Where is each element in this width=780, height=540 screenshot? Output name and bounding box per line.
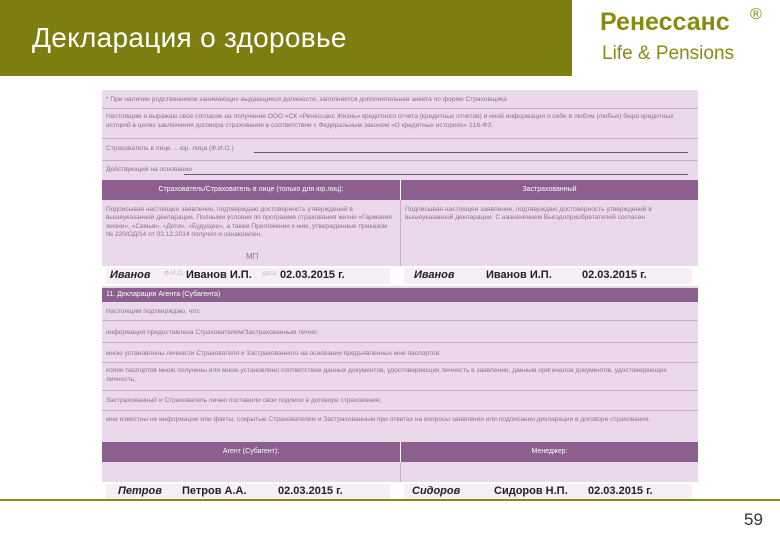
- divider: [102, 108, 698, 109]
- divider: [102, 320, 698, 321]
- insured-text: Подписывая настоящее заявление, подтверждаю достоверность утверждений в вышеуказанной декларации. С назначением Выгодоприобретателей согласен: [405, 206, 652, 222]
- divider: [102, 362, 698, 363]
- form-note: * При наличии родственников занимающих выдающиеся должности, заполняется дополнительная анкета по форме Страховщика: [106, 96, 507, 103]
- logo-subtitle: Life & Pensions: [602, 43, 735, 64]
- acting-basis-label: Действующий на основании: [106, 166, 192, 173]
- consent-text: Настоящим я выражаю свое согласие на получение ООО «СК «Ренессанс Жизнь» кредитного отчета (кредитных отчетов) и иной информации о себе в любом (любых) бюро кредитных историй в целях заключения договора страхования в соответствии с Федеральным законом «О кредитных историях» 218-ФЗ.: [106, 113, 674, 129]
- agent-row: информация предоставлена Страхователем/Застрахованным лично;: [106, 329, 319, 336]
- insured-header: Застрахованный: [522, 186, 577, 193]
- divider: [102, 160, 698, 161]
- manager-name: Сидоров Н.П.: [494, 485, 568, 497]
- logo-name: Ренессанс: [600, 8, 730, 36]
- divider: [102, 138, 698, 139]
- agent-header: Агент (Субагент):: [222, 448, 280, 455]
- divider: [102, 390, 698, 391]
- header: [0, 0, 780, 76]
- column-divider: [400, 462, 401, 482]
- sign-header-band: [102, 180, 698, 200]
- insurer-person-label: Страхователь в лице ... юр. лица (Ф.И.О.): [106, 145, 234, 152]
- insured-name: Иванов И.П.: [486, 269, 552, 281]
- agent-row: Настоящим подтверждаю, что:: [106, 308, 201, 315]
- insured-date: 02.03.2015 г.: [582, 269, 647, 281]
- insured-signature: Иванов: [414, 269, 455, 281]
- policyholder-signature: Иванов: [110, 269, 151, 281]
- page-title: Декларация о здоровье: [32, 22, 347, 53]
- footer-rule: [0, 499, 780, 501]
- date-hint: дата: [262, 270, 276, 277]
- acting-basis-line: [184, 174, 688, 175]
- divider: [102, 342, 698, 343]
- title-band: [0, 0, 572, 76]
- manager-header: Менеджер:: [531, 448, 568, 455]
- policyholder-text: Подписывая настоящее заявление, подтверждаю достоверность утверждений в вышеуказанной декларации. Полными условия по программе страхования жизни «Гармония жизни», «Семья», «Дети», «Будущее», а также Приложения к ним, утвержденные приказом № 220/ОД/14 от 03.12.2014 получил и ознакомлен.: [106, 206, 392, 239]
- signature-row-top: [102, 266, 698, 286]
- agent-header-band: [102, 442, 698, 462]
- agent-name: Петров А.А.: [182, 485, 247, 497]
- column-divider: [400, 200, 401, 266]
- policyholder-header: Страхователь/Страхователь в лице (только для юр.лиц):: [158, 186, 344, 193]
- agent-row: Застрахованный и Страхователь лично поставили свои подписи в договоре страхования;: [106, 397, 381, 404]
- agent-section-title: 11. Декларация Агента (Субагента): [102, 288, 698, 302]
- manager-date: 02.03.2015 г.: [588, 485, 653, 497]
- name-hint: Ф.И.О.: [164, 270, 185, 277]
- policyholder-date: 02.03.2015 г.: [280, 269, 345, 281]
- agent-row: мною установлены личности Страхователя и Застрахованного на основании предъявленных мне паспортов;: [106, 350, 441, 357]
- divider: [102, 410, 698, 411]
- seal-placeholder: МП: [246, 252, 259, 261]
- registered-mark: ®: [750, 6, 762, 23]
- page-number: 59: [744, 510, 763, 529]
- agent-date: 02.03.2015 г.: [278, 485, 343, 497]
- declaration-form: [102, 90, 698, 500]
- insurer-person-line: [254, 152, 688, 153]
- policyholder-name: Иванов И.П.: [186, 269, 252, 281]
- agent-row: мне известны не информации или факты, сокрытые Страхователем и Застрахованным при ответах на вопросы заявления или подписании декларации в договоре страхования.: [106, 416, 651, 423]
- manager-signature: Сидоров: [412, 485, 461, 497]
- agent-row: копии паспортов мною получены или мною установлено соответствие данных документов, удостоверяющих личность в заявлении, данным оригиналов документов, удостоверяющих личность;: [106, 367, 667, 383]
- agent-signature: Петров: [118, 485, 162, 497]
- company-logo: [600, 8, 776, 70]
